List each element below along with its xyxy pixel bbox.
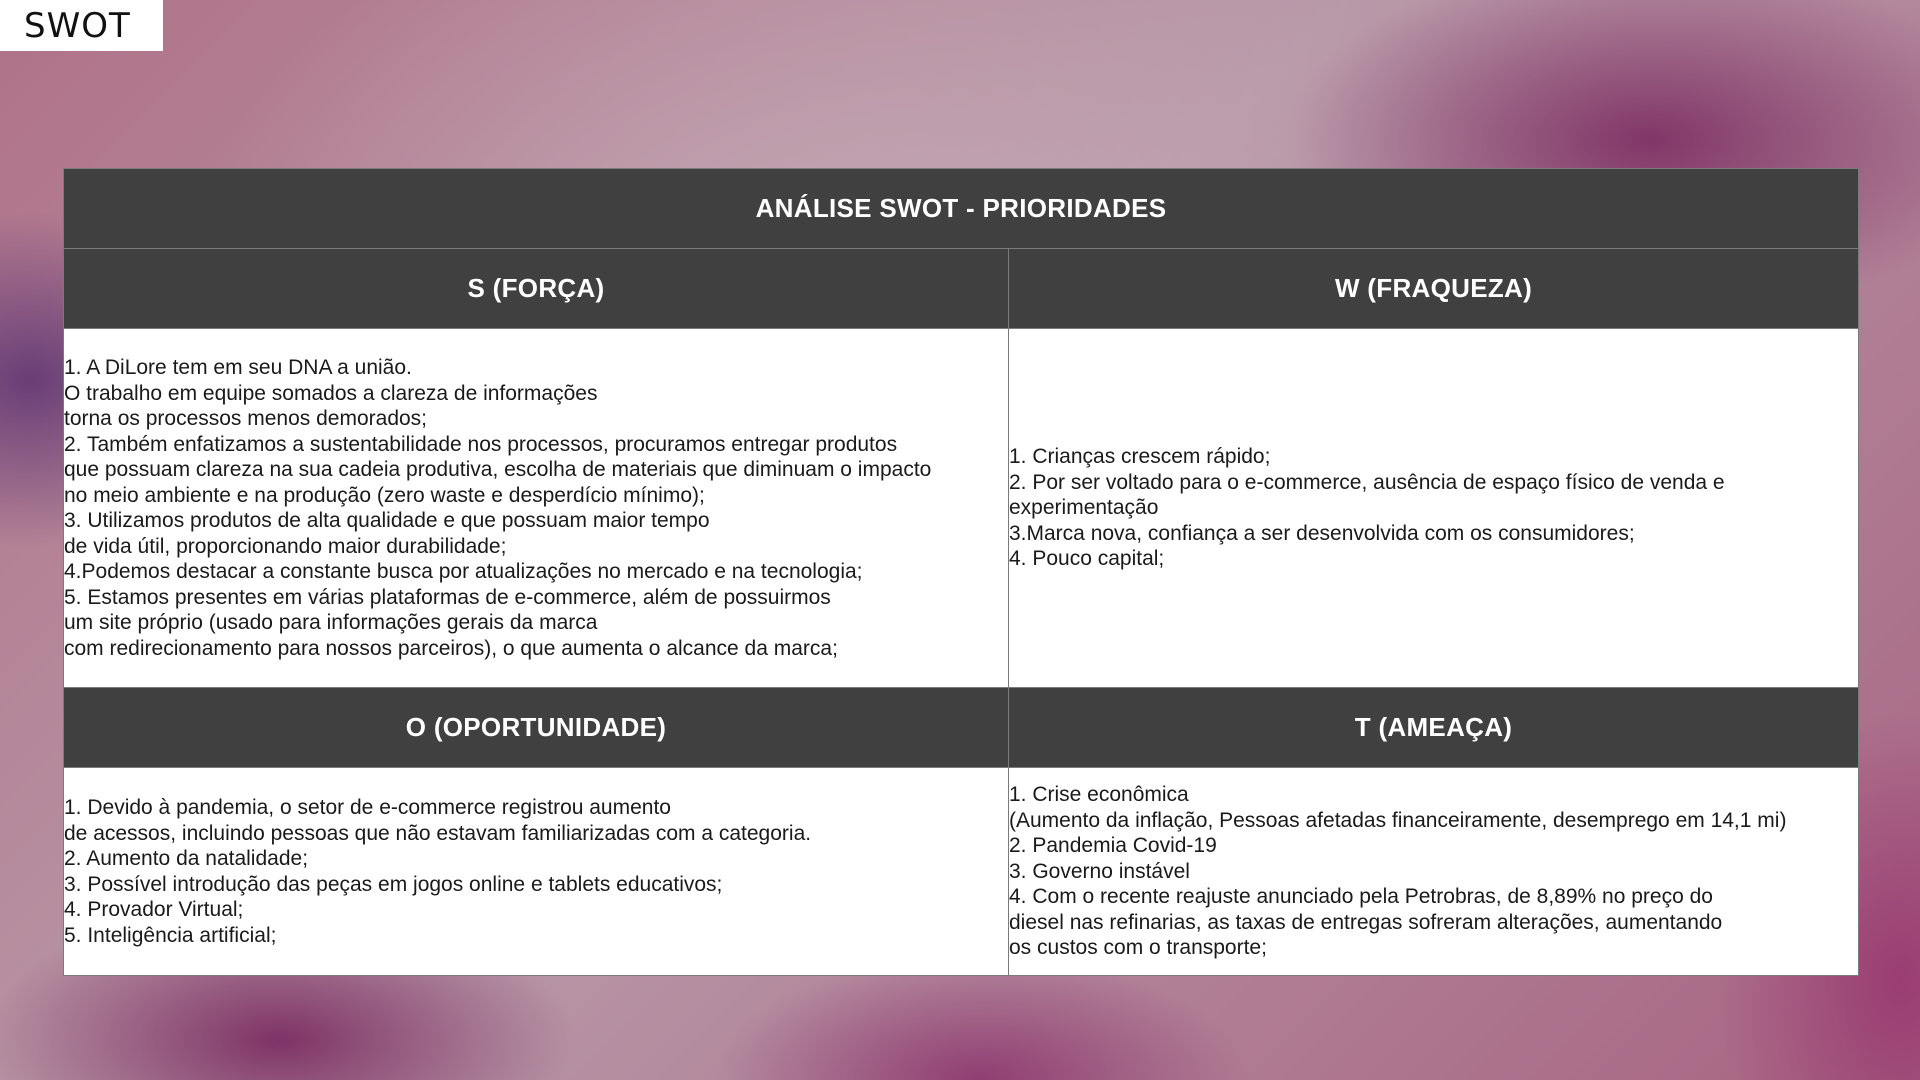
opportunities-line: de acessos, incluindo pessoas que não estavam familiarizadas com a categoria. — [64, 821, 812, 845]
strengths-line: 3. Utilizamos produtos de alta qualidade e que possuam maior tempo — [64, 509, 710, 532]
threats-line: diesel nas refinarias, as taxas de entregas sofreram alterações, aumentando — [1009, 910, 1723, 934]
strengths-line: que possuam clareza na sua cadeia produtiva, escolha de materiais que diminuam o impacto — [64, 458, 932, 481]
strengths-line: 4.Podemos destacar a constante busca por atualizações no mercado e na tecnologia; — [64, 560, 863, 583]
opportunities-line: 2. Aumento da natalidade; — [64, 847, 309, 870]
opportunities-line: 1. Devido à pandemia, o setor de e-commerce registrou aumento — [64, 796, 671, 819]
weaknesses-line: experimentação — [1009, 496, 1159, 520]
opportunities-line: 4. Provador Virtual; — [64, 898, 244, 921]
weaknesses-cell — [1009, 329, 1859, 688]
strengths-line: de vida útil, proporcionando maior durabilidade; — [64, 534, 507, 558]
slide-label: SWOT — [0, 0, 163, 51]
swot-table-title: ANÁLISE SWOT - PRIORIDADES — [64, 169, 1859, 249]
strengths-line: com redirecionamento para nossos parceiros), o que aumenta o alcance da marca; — [64, 636, 838, 660]
strengths-header: S (FORÇA) — [64, 249, 1009, 329]
threats-line: 1. Crise econômica — [1009, 783, 1189, 807]
threats-line: os custos com o transporte; — [1009, 936, 1267, 960]
strengths-line: torna os processos menos demorados; — [64, 407, 428, 430]
strengths-line: O trabalho em equipe somados a clareza de informações — [64, 381, 598, 405]
opportunities-line: 3. Possível introdução das peças em jogos online e tablets educativos; — [64, 872, 723, 896]
weaknesses-header: W (FRAQUEZA) — [1009, 249, 1859, 329]
threats-line: 3. Governo instável — [1009, 859, 1190, 883]
threats-header: T (AMEAÇA) — [1009, 688, 1859, 768]
threats-cell — [1009, 768, 1859, 976]
opportunities-cell — [64, 768, 1009, 976]
strengths-cell — [64, 329, 1009, 688]
strengths-line: 5. Estamos presentes em várias plataformas de e-commerce, além de possuirmos — [64, 585, 831, 609]
weaknesses-line: 1. Crianças crescem rápido; — [1009, 445, 1271, 469]
weaknesses-line: 4. Pouco capital; — [1009, 547, 1165, 571]
weaknesses-line: 3.Marca nova, confiança a ser desenvolvida com os consumidores; — [1009, 521, 1635, 545]
strengths-line: um site próprio (usado para informações gerais da marca — [64, 611, 598, 634]
opportunities-header: O (OPORTUNIDADE) — [64, 688, 1009, 768]
weaknesses-line: 2. Por ser voltado para o e-commerce, ausência de espaço físico de venda e — [1009, 470, 1725, 494]
strengths-line: no meio ambiente e na produção (zero waste e desperdício mínimo); — [64, 483, 705, 507]
opportunities-line: 5. Inteligência artificial; — [64, 923, 277, 947]
threats-line: (Aumento da inflação, Pessoas afetadas financeiramente, desemprego em 14,1 mi) — [1009, 808, 1787, 832]
strengths-line: 1. A DiLore tem em seu DNA a união. — [64, 356, 412, 379]
swot-table — [63, 168, 1859, 976]
threats-line: 2. Pandemia Covid-19 — [1009, 834, 1217, 858]
threats-line: 4. Com o recente reajuste anunciado pela Petrobras, de 8,89% no preço do — [1009, 885, 1713, 909]
strengths-line: 2. Também enfatizamos a sustentabilidade nos processos, procuramos entregar produtos — [64, 432, 898, 456]
